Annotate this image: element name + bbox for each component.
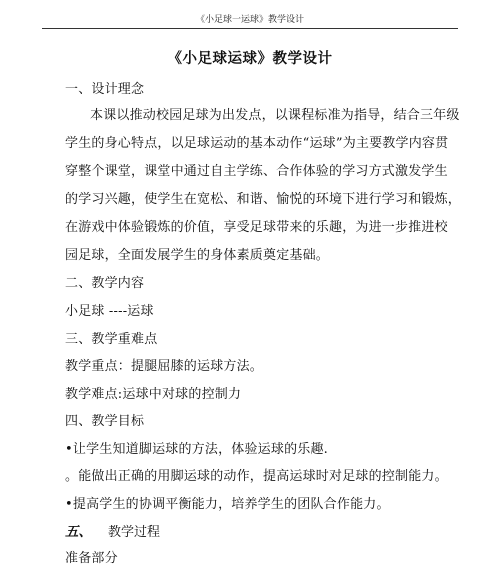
goal-item: •让学生知道脚运球的方法，体验运球的乐趣.: [65, 442, 329, 457]
paragraph-line: 穿整个课堂，课堂中通过自主学练、合作体验的学习方式激发学生: [65, 164, 448, 179]
section-heading-teaching-process: 教学过程: [108, 525, 161, 540]
running-header: 《小足球一运球》教学设计: [195, 15, 304, 25]
preparation-part-label: 准备部分: [65, 551, 118, 566]
paragraph-line: 学生的身心特点，以足球运动的基本动作“运球”为主要教学内容贯: [65, 136, 449, 151]
key-point-text: 教学重点：提腿屈膝的运球方法。: [65, 359, 264, 374]
paragraph-line: 的学习兴趣，使学生在宽松、和谐、愉悦的环境下进行学习和锻炼，: [65, 192, 462, 207]
difficult-point-text: 教学难点:运球中对球的控制力: [65, 387, 242, 402]
header-divider: [42, 28, 458, 29]
goal-item: 。能做出正确的用脚运球的动作，提高运球时对足球的控制能力。: [65, 469, 448, 484]
section-heading-teaching-goals: 四、教学目标: [65, 414, 145, 429]
teaching-content-text: 小足球 ----运球: [65, 304, 154, 319]
section-five-number: 五、: [65, 524, 92, 540]
document-title: 《小足球运球》教学设计: [167, 50, 333, 67]
section-heading-design-concept: 一、设计理念: [65, 82, 145, 97]
section-heading-key-difficult-points: 三、教学重难点: [65, 332, 158, 347]
section-heading-teaching-content: 二、教学内容: [65, 276, 145, 291]
paragraph-line: 在游戏中体验锻炼的价值，享受足球带来的乐趣，为进一步推进校: [65, 220, 448, 235]
paragraph-line: 本课以推动校园足球为出发点，以课程标准为指导，结合三年级: [90, 108, 460, 123]
paragraph-line: 园足球，全面发展学生的身体素质奠定基础。: [65, 248, 330, 263]
goal-item: •提高学生的协调平衡能力，培养学生的团队合作能力。: [65, 497, 390, 512]
